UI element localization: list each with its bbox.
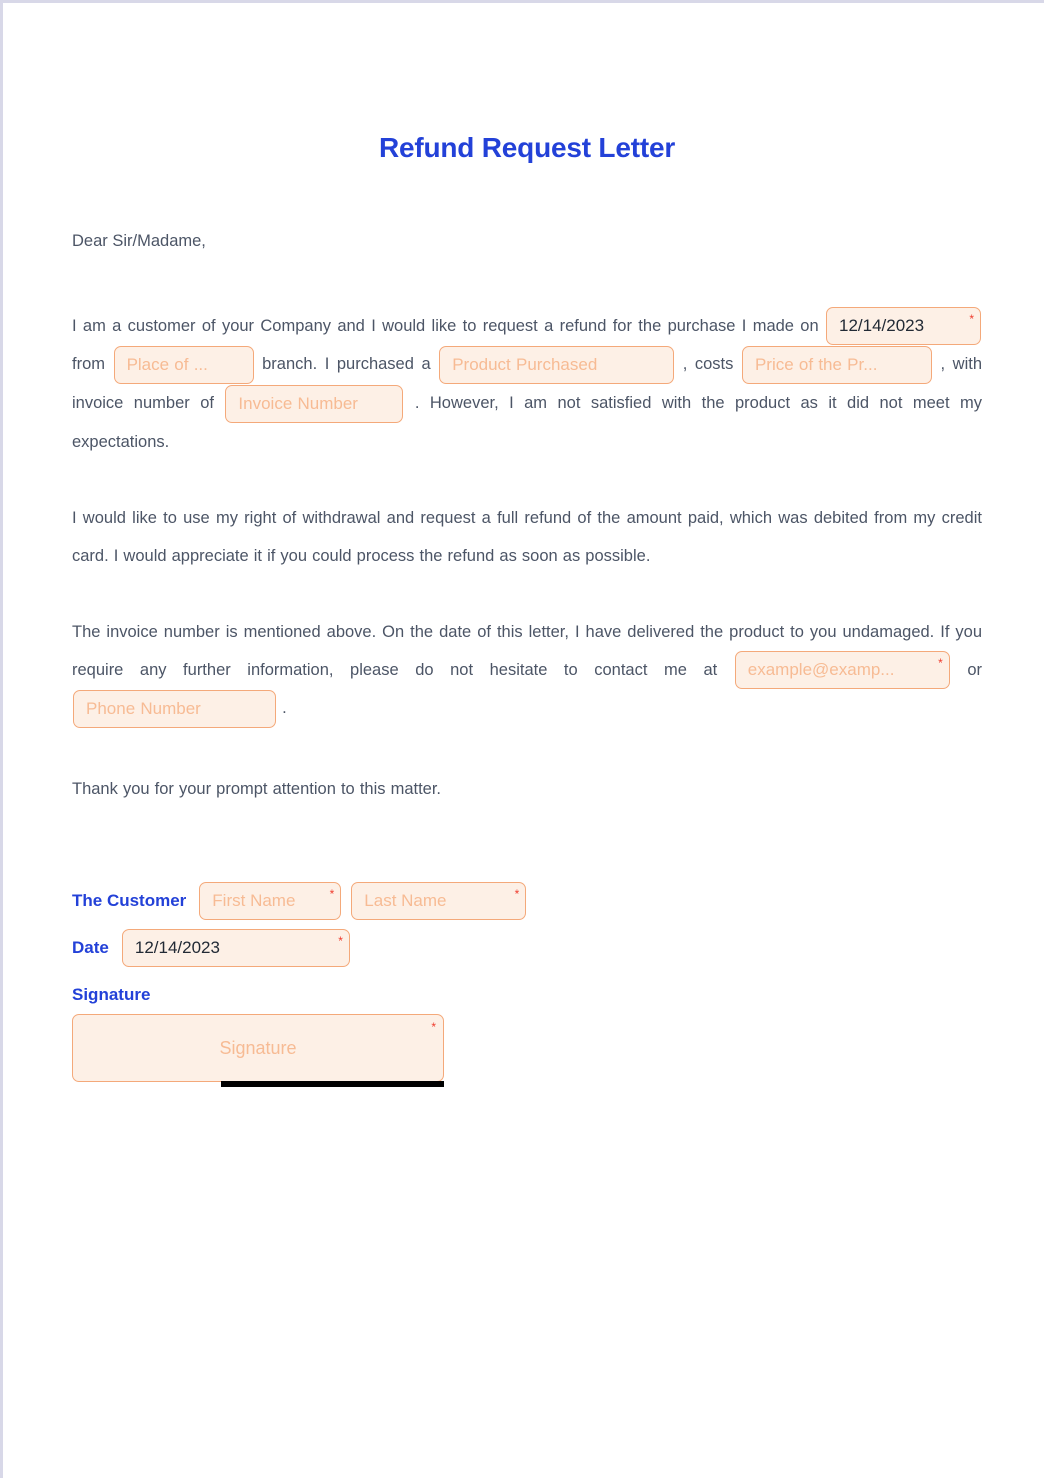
page-title: Refund Request Letter: [378, 132, 676, 163]
price-of-product-placeholder: Price of the Pr...: [754, 355, 878, 375]
required-asterisk: *: [969, 312, 974, 327]
paragraph-1: [72, 252, 982, 461]
paragraph-4: Thank you for your prompt attention to this matter.: [72, 780, 442, 798]
paragraph-2: I would like to use my right of withdrawal and request a full refund of the amount paid, which was debited from my credit card. I would appreciate it if you could process the refund as soon as possible.: [72, 508, 982, 565]
salutation: Dear Sir/Madame,: [72, 232, 206, 250]
email-field[interactable]: [735, 651, 950, 689]
signature-block: [72, 808, 982, 1082]
signature-date-field[interactable]: [122, 929, 350, 967]
signature-date-value: 12/14/2023: [134, 938, 220, 957]
required-asterisk: *: [338, 934, 343, 948]
paragraph-1-segment-3: branch. I purchased a: [262, 355, 431, 374]
first-name-field[interactable]: [199, 882, 341, 920]
paragraph-1-segment-5: , with invoice number of: [72, 355, 983, 413]
email-placeholder: example@examp...: [747, 660, 895, 680]
signature-area-wrapper: [72, 1014, 444, 1082]
invoice-number-field[interactable]: [225, 385, 403, 423]
paragraph-3: [72, 575, 982, 728]
signature-label: Signature: [72, 985, 151, 1004]
required-asterisk: *: [514, 887, 520, 901]
paragraph-3-segment-2: or: [967, 660, 982, 679]
phone-field[interactable]: [73, 690, 276, 728]
purchase-date-value: 12/14/2023: [839, 316, 925, 336]
signature-rule: [221, 1081, 444, 1087]
required-asterisk: *: [938, 656, 943, 671]
signature-placeholder: Signature: [219, 1037, 297, 1058]
purchase-date-field[interactable]: [826, 307, 981, 345]
customer-name-row: [72, 882, 982, 920]
invoice-number-placeholder: Invoice Number: [238, 393, 358, 413]
paragraph-3-segment-1: The invoice number is mentioned above. On the date of this letter, I have delivered the product to you undamaged. If you require any further information, please do not hesitate to contact me at: [72, 622, 982, 679]
required-asterisk: *: [329, 887, 335, 901]
last-name-placeholder: Last Name: [364, 891, 447, 910]
customer-label: The Customer: [72, 891, 187, 910]
date-label: Date: [72, 938, 109, 957]
place-of-purchase-field[interactable]: [114, 346, 254, 384]
product-purchased-placeholder: Product Purchased: [452, 355, 598, 375]
paragraph-1-segment-2: from: [72, 355, 105, 374]
place-of-purchase-placeholder: Place of ...: [126, 355, 208, 375]
product-purchased-field[interactable]: [439, 346, 674, 384]
paragraph-1-segment-4: , costs: [682, 355, 734, 374]
paragraph-1-segment-1: I am a customer of your Company and I would like to request a refund for the purchase I made on: [72, 316, 819, 335]
document-content: [72, 3, 982, 1082]
phone-placeholder: Phone Number: [86, 699, 201, 718]
signature-date-row: [72, 929, 982, 967]
required-asterisk: *: [431, 1020, 436, 1034]
last-name-field[interactable]: [351, 882, 526, 920]
price-of-product-field[interactable]: [742, 346, 932, 384]
signature-field[interactable]: [72, 1014, 444, 1082]
first-name-placeholder: First Name: [212, 891, 296, 910]
paragraph-3-segment-3: .: [282, 699, 287, 718]
paragraph-1-segment-6: . However, I am not satisfied with the product as it did not meet my expectations.: [72, 394, 982, 451]
